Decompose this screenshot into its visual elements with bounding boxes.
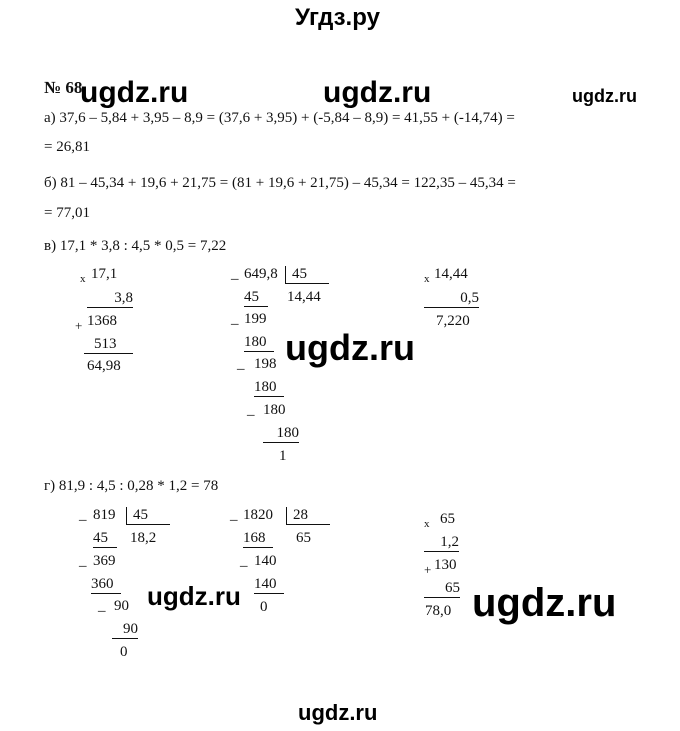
remainder: 180 [263, 402, 286, 418]
solution-line-a1: а) 37,6 – 5,84 + 3,95 – 8,9 = (37,6 + 3,95) + (-5,84 – 8,9) = 41,55 + (-14,74) = [44, 110, 515, 126]
product: 64,98 [87, 358, 121, 374]
factor: 1,2 [424, 534, 459, 552]
dividend: 649,8 [244, 266, 278, 282]
watermark: ugdz.ru [147, 581, 241, 611]
watermark: ugdz.ru [572, 86, 637, 106]
quotient: 18,2 [130, 530, 157, 546]
divisor: 45 [285, 266, 329, 284]
minus-sign: _ [230, 507, 238, 523]
remainder: 90 [114, 598, 129, 614]
times-sign: х [424, 518, 430, 530]
product: 7,220 [436, 313, 470, 329]
partial-product: 513 [84, 336, 133, 354]
subtrahend: 140 [254, 576, 284, 594]
times-sign: х [80, 273, 86, 285]
subtrahend: 168 [243, 530, 273, 548]
solution-line-b1: б) 81 – 45,34 + 19,6 + 21,75 = (81 + 19,6 + 21,75) – 45,34 = 122,35 – 45,34 = [44, 175, 516, 191]
minus-sign: _ [79, 507, 87, 523]
watermark: ugdz.ru [285, 327, 415, 368]
final-remainder: 1 [279, 448, 287, 464]
factor: 0,5 [424, 290, 479, 308]
remainder: 140 [254, 553, 277, 569]
minus-sign: _ [247, 402, 255, 418]
page-title: Угдз.ру [295, 4, 380, 31]
final-remainder: 0 [120, 644, 128, 660]
product: 78,0 [425, 603, 452, 619]
problem-number: № 68 [44, 78, 83, 97]
subtrahend: 360 [91, 576, 121, 594]
quotient: 65 [296, 530, 311, 546]
solution-line-v: в) 17,1 * 3,8 : 4,5 * 0,5 = 7,22 [44, 238, 227, 254]
plus-sign: + [75, 318, 83, 333]
plus-sign: + [424, 562, 432, 577]
minus-sign: _ [79, 553, 87, 569]
minus-sign: _ [98, 598, 106, 614]
partial-product: 1368 [87, 313, 117, 329]
subtrahend: 45 [244, 289, 268, 307]
factor: 65 [440, 511, 455, 527]
dividend: 819 [93, 507, 116, 523]
remainder: 199 [244, 311, 267, 327]
subtrahend: 180 [254, 379, 284, 397]
solution-line-b2: = 77,01 [44, 205, 90, 221]
subtrahend: 90 [112, 621, 138, 639]
subtrahend: 180 [244, 334, 274, 352]
remainder: 198 [254, 356, 277, 372]
minus-sign: _ [231, 311, 239, 327]
minus-sign: _ [237, 356, 245, 372]
factor: 14,44 [434, 266, 468, 282]
watermark: ugdz.ru [323, 76, 432, 109]
footer-watermark: ugdz.ru [298, 700, 378, 725]
factor: 17,1 [91, 266, 118, 282]
minus-sign: _ [240, 553, 248, 569]
divisor: 45 [126, 507, 170, 525]
dividend: 1820 [243, 507, 273, 523]
subtrahend: 45 [93, 530, 117, 548]
solution-line-g: г) 81,9 : 4,5 : 0,28 * 1,2 = 78 [44, 478, 219, 494]
watermark: ugdz.ru [80, 76, 189, 109]
divisor: 28 [286, 507, 330, 525]
remainder: 369 [93, 553, 116, 569]
times-sign: х [424, 273, 430, 285]
final-remainder: 0 [260, 599, 268, 615]
subtrahend: 180 [263, 425, 299, 443]
watermark: ugdz.ru [472, 581, 617, 625]
factor: 3,8 [87, 290, 133, 308]
quotient: 14,44 [287, 289, 321, 305]
partial-product: 130 [434, 557, 457, 573]
partial-product: 65 [424, 580, 460, 598]
solution-line-a2: = 26,81 [44, 139, 90, 155]
minus-sign: _ [231, 266, 239, 282]
